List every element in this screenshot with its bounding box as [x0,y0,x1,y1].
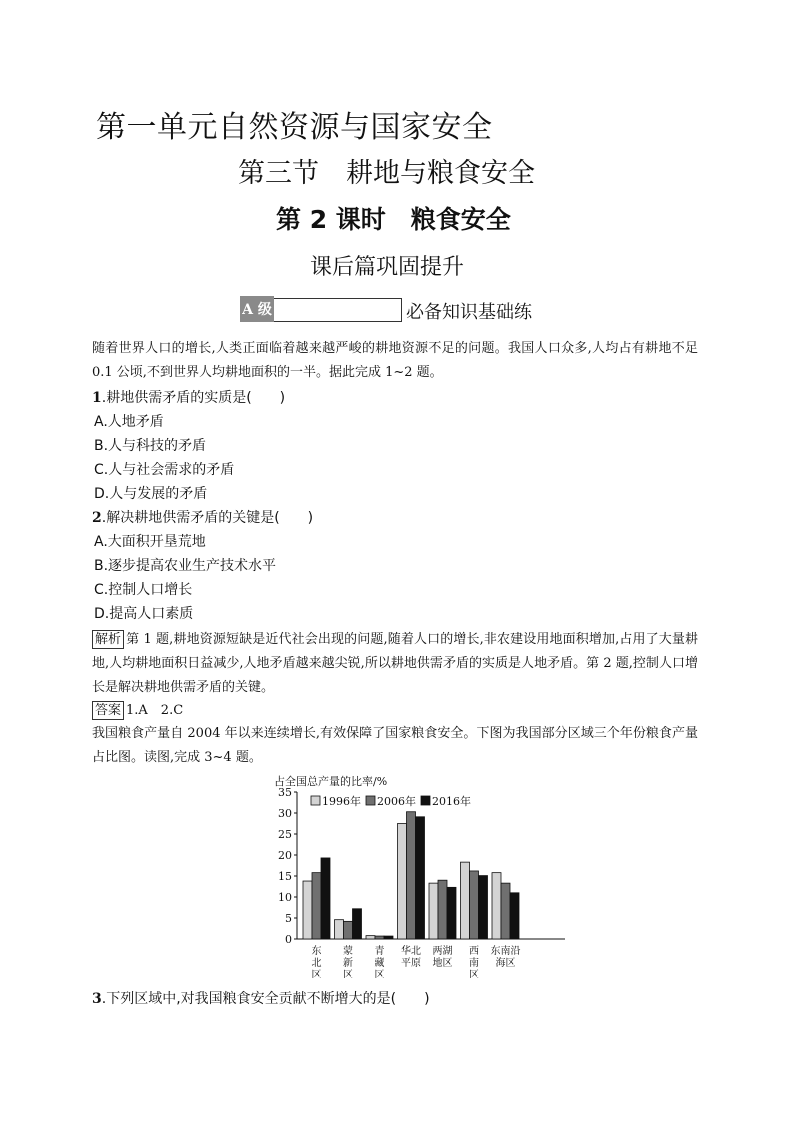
chart-x-labels [312,944,521,978]
question-2 [92,507,313,527]
y-tick-label: 15 [278,870,292,883]
question-number: 3 [92,991,102,1007]
y-tick-label: 35 [278,786,292,799]
x-tick-label: 西 [469,946,479,957]
legend-label: 1996年 [322,795,361,808]
chart-legend [311,794,471,808]
q2-option-d: D.提高人口素质 [94,606,194,622]
bar [335,920,344,939]
bar [501,883,510,939]
legend-swatch [311,796,320,805]
q2-option-b: B.逐步提高农业生产技术水平 [94,558,277,574]
bar [416,817,425,939]
level-label: 必备知识基础练 [406,302,532,323]
bar [479,876,488,939]
x-tick-label: 区 [311,970,322,978]
bar [510,893,519,939]
y-tick-label: 0 [285,933,292,946]
legend-label: 2016年 [432,795,471,808]
x-tick-label: 青 [374,946,385,957]
y-tick-label: 5 [285,912,292,925]
bar [366,936,375,939]
level-header [240,294,532,322]
y-tick-label: 30 [278,807,292,820]
unit-title: 第一单元自然资源与国家安全 [96,110,493,145]
x-tick-label: 区 [343,970,353,978]
y-tick-label: 10 [278,891,292,904]
question-1 [92,387,285,407]
bar [492,873,501,939]
legend-swatch [366,796,375,805]
analysis-tag: 解析 [92,630,124,649]
grain-share-chart [270,773,570,978]
x-tick-label: 南 [469,958,479,969]
answer-text: 1.A 2.C [126,703,184,718]
bar [470,871,479,939]
chart-bars [303,812,519,939]
x-tick-label: 东 [311,946,322,957]
y-tick-label: 25 [278,828,292,841]
bar [438,880,447,939]
level-blank-box [274,298,402,322]
q1-option-c: C.人与社会需求的矛盾 [94,462,235,478]
q1-option-b: B.人与科技的矛盾 [94,438,207,454]
chart-y-label: 占全国总产量的比率/% [274,775,388,788]
bar [321,858,330,939]
answer-tag: 答案 [92,701,124,720]
q1-option-a: A.人地矛盾 [94,414,164,430]
x-tick-label: 地区 [432,958,453,969]
question-stem: .耕地供需矛盾的实质是( ) [101,390,286,406]
x-tick-label: 平原 [401,958,421,969]
x-tick-label: 新 [343,958,353,969]
x-tick-label: 藏 [374,958,385,969]
legend-label: 2006年 [377,795,416,808]
x-tick-label: 海区 [495,958,516,969]
passage-2: 我国粮食产量自 2004 年以来连续增长,有效保障了国家粮食安全。下图为我国部分区域三个年份粮食产量占比图。读图,完成 3~4 题。 [92,726,698,765]
x-tick-label: 区 [469,970,479,978]
q2-option-a: A.大面积开垦荒地 [94,534,206,550]
bar [384,936,393,939]
q1-option-d: D.人与发展的矛盾 [94,486,208,502]
bar [407,812,416,939]
bar [461,862,470,939]
bar [398,824,407,940]
level-badge: A 级 [240,296,274,322]
bar [312,873,321,939]
y-tick-label: 20 [278,849,292,862]
bar [375,936,384,939]
x-tick-label: 两湖 [432,946,453,957]
bar [429,883,438,939]
x-tick-label: 区 [374,970,385,978]
q2-option-c: C.控制人口增长 [94,582,193,598]
question-stem: .下列区域中,对我国粮食安全贡献不断增大的是( ) [101,991,430,1007]
analysis-text: 第 1 题,耕地资源短缺是近代社会出现的问题,随着人口的增长,非农建设用地面积增加,占用了大量耕地,人均耕地面积日益减少,人地矛盾越来越尖锐,所以耕地供需矛盾的实质是人地矛盾。第 2 题,控制人口增长是解决耕地供需矛盾的关键。 [92,632,698,695]
analysis-block [92,628,698,700]
section-title: 第三节 耕地与粮食安全 [238,158,535,189]
bar [303,881,312,939]
sub-title: 课后篇巩固提升 [310,255,465,280]
x-tick-label: 蒙 [343,946,353,957]
bar [344,921,353,939]
x-tick-label: 华北 [401,946,421,957]
question-stem: .解决耕地供需矛盾的关键是( ) [101,510,314,526]
bar [353,909,362,939]
passage-1: 随着世界人口的增长,人类正面临着越来越严峻的耕地资源不足的问题。我国人口众多,人均占有耕地不足 0.1 公顷,不到世界人均耕地面积的一半。据此完成 1~2 题。 [92,341,698,380]
x-tick-label: 北 [311,958,322,969]
bar [447,887,456,939]
question-number: 2 [92,510,102,526]
question-3 [92,988,430,1008]
question-number: 1 [92,390,102,406]
answer-block [92,699,183,720]
lesson-title: 第 2 课时 粮食安全 [276,205,511,234]
legend-swatch [421,796,430,805]
x-tick-label: 东南沿 [490,946,521,957]
